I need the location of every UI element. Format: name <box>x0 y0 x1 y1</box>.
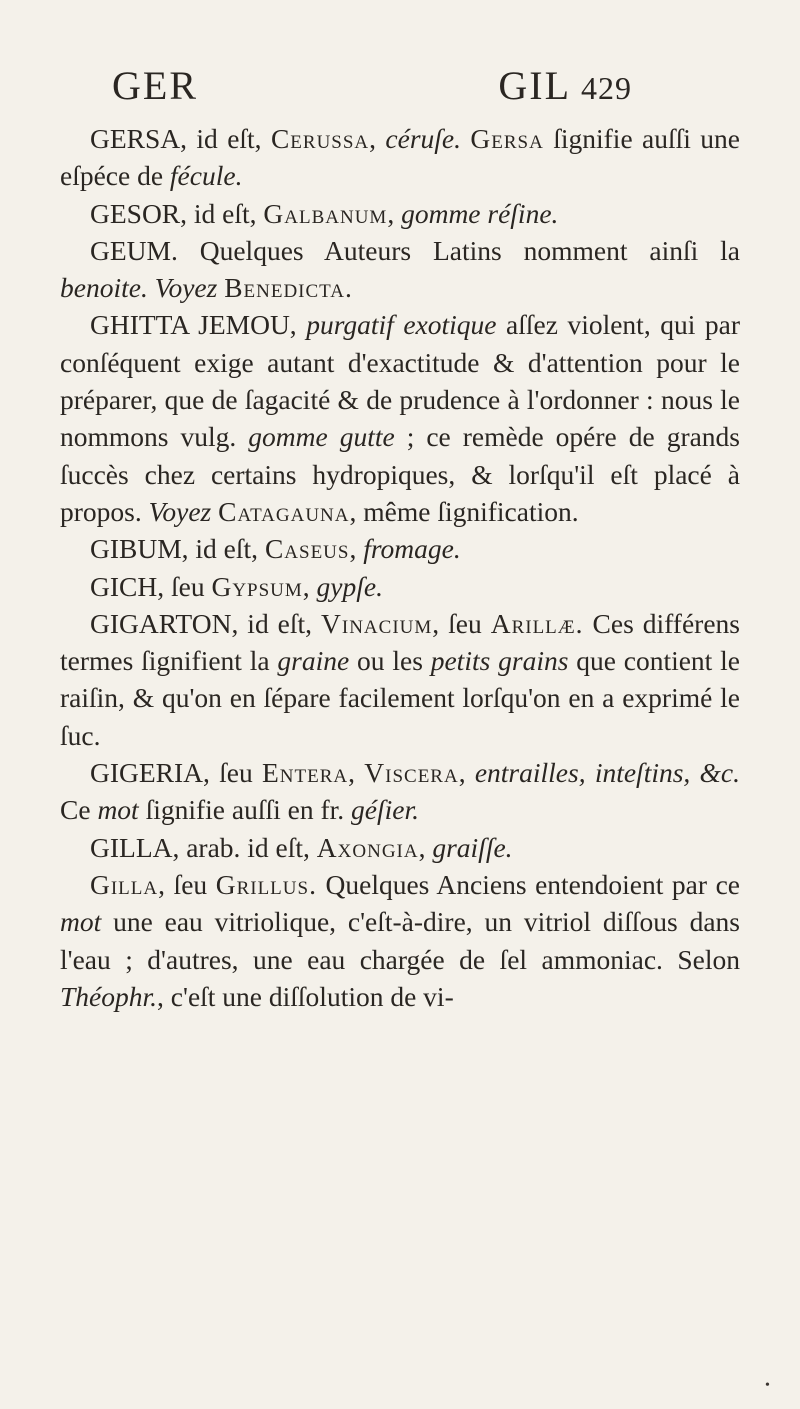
entry-text: petits grains <box>430 645 569 677</box>
entry-text: Caseus <box>264 533 350 565</box>
entry-text: Benedicta. <box>224 272 353 304</box>
entry-text: Gersa <box>470 123 544 154</box>
entry-text: , <box>458 757 475 789</box>
entry-text <box>461 123 470 154</box>
entry-text: Gilla <box>90 868 159 900</box>
dictionary-entries <box>60 120 740 1015</box>
entry-text: Arillæ. <box>490 607 584 639</box>
entry-text: , <box>369 123 386 154</box>
entry-text: Gypsum <box>211 570 303 602</box>
entry-text: fécule. <box>169 160 243 192</box>
entry-text: ou les <box>349 645 431 677</box>
dictionary-entry <box>60 530 740 567</box>
entry-text: Ce <box>60 794 98 826</box>
entry-text: , même ſignification. <box>349 495 579 527</box>
entry-text: , ſeu <box>432 607 491 639</box>
entry-text: ſignifie auſſi en fr. <box>138 794 351 826</box>
entry-text: GEUM. Quelques Auteurs Latins nomment ainſi la <box>90 234 740 266</box>
entry-text: , <box>349 533 364 565</box>
entry-text: gomme réſine. <box>401 197 559 229</box>
dictionary-entry <box>60 829 740 866</box>
dictionary-entry <box>60 120 740 195</box>
entry-text: , <box>387 197 402 229</box>
dictionary-entry <box>60 866 740 1015</box>
entry-text: Cerussa <box>270 123 370 154</box>
entry-text: mot <box>60 906 102 938</box>
entry-text: céruſe. <box>385 123 462 154</box>
entry-text: Catagauna <box>218 495 350 527</box>
entry-text: gomme gutte <box>248 421 395 453</box>
entry-text: ſignifie auſſi une eſpéce de <box>60 123 741 192</box>
entry-text: mot <box>97 794 139 826</box>
entry-text: Quelques Anciens entendoient par ce <box>316 868 740 900</box>
entry-text: GIGERIA, ſeu <box>90 757 262 789</box>
entry-text: GICH, ſeu <box>90 570 212 602</box>
dictionary-entry <box>60 195 740 232</box>
entry-text: GESOR, id eſt, <box>90 197 264 229</box>
entry-text: Galbanum <box>263 197 388 229</box>
entry-text: Viscera <box>364 757 459 789</box>
entry-text: graine <box>277 645 350 677</box>
entry-text: , <box>418 831 433 863</box>
entry-text: Vinacium <box>321 607 433 639</box>
entry-text: fromage. <box>363 533 461 565</box>
entry-text: entrailles, inteſtins, &c. <box>474 757 741 789</box>
entry-text: une eau vitriolique, c'eſt-à-dire, un vitriol diſſous dans l'eau ; d'autres, une eau chargée de ſel ammoniac. Selon <box>60 906 740 975</box>
entry-text: GERSA, id eſt, <box>90 123 271 154</box>
entry-text: Grillus. <box>215 868 317 900</box>
page-number: 429 <box>581 70 632 106</box>
entry-text: , <box>302 570 317 602</box>
running-head-right-word: GIL <box>498 63 571 108</box>
entry-text: Axongia <box>316 831 419 863</box>
entry-text: purgatif exotique <box>306 309 497 341</box>
entry-text: Voyez <box>148 495 212 527</box>
entry-text: , ſeu <box>158 868 216 900</box>
entry-text: géſier. <box>351 794 419 826</box>
entry-text: Entera <box>262 757 349 789</box>
entry-text: GIBUM, id eſt, <box>90 533 265 565</box>
entry-text: que contient le raiſin, & qu'on en ſépare facilement lorſqu'on en a exprimé le ſuc. <box>60 645 740 751</box>
dictionary-entry <box>60 568 740 605</box>
dictionary-entry <box>60 754 740 829</box>
entry-text: GHITTA JEMOU, <box>90 309 307 341</box>
running-head <box>112 62 632 112</box>
entry-text: gypſe. <box>316 570 383 602</box>
entry-text: aſſez violent, qui par conſéquent exige autant d'exactitude & d'attention pour le préparer, que de ſagacité & de prudence à l'ordonner : nous le nommons vulg. <box>60 309 740 453</box>
dictionary-entry <box>60 232 740 307</box>
entry-text: ; ce remède opére de grands ſuccès chez certains hydropiques, & lorſqu'il eſt placé à propos. <box>60 421 741 527</box>
entry-text: Théophr. <box>60 980 158 1012</box>
entry-text: GIGARTON, id eſt, <box>90 607 322 639</box>
entry-text: , <box>348 757 365 789</box>
entry-text: Ces différens termes ſignifient la <box>60 607 740 677</box>
entry-text: GILLA, arab. id eſt, <box>90 831 317 863</box>
running-head-left: GER <box>112 63 198 108</box>
entry-text: graiſſe. <box>432 831 513 863</box>
margin-dot: • <box>765 1378 770 1393</box>
dictionary-entry <box>60 306 740 530</box>
running-head-right <box>498 62 632 109</box>
entry-text: benoite. Voyez <box>60 272 218 304</box>
entry-text: , c'eſt une diſſolution de vi- <box>157 980 454 1012</box>
dictionary-entry <box>60 605 740 754</box>
